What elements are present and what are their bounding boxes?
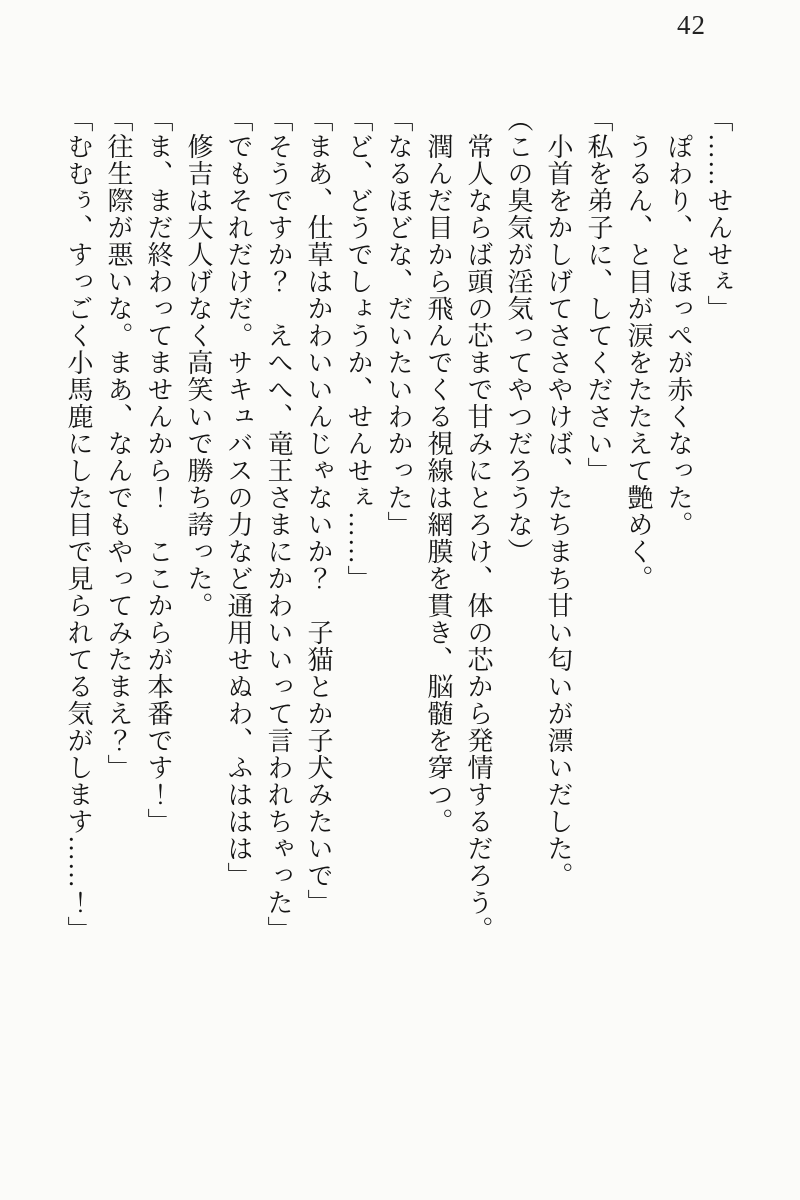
text-line: 潤んだ目から飛んでくる視線は網膜を貫き、脳髄を穿つ。 (424, 133, 453, 835)
text-line: 「なるほどな、だいたいわかった」 (384, 106, 413, 538)
text-line: 「私を弟子に、してください」 (584, 106, 613, 484)
text-line: 「そうですか？ えへへ、竜王さまにかわいいって言われちゃった」 (264, 106, 293, 943)
text-line: ぽわり、とほっぺが赤くなった。 (664, 133, 693, 538)
text-line: 「まあ、仕草はかわいいんじゃないか？ 子猫とか子犬みたいで」 (304, 106, 333, 916)
text-block (58, 106, 738, 954)
text-line: 「ど、どうでしょうか、せんせぇ……」 (344, 106, 373, 592)
text-line: 修吉は大人げなく高笑いで勝ち誇った。 (184, 133, 213, 619)
text-line: 「むむぅ、すっごく小馬鹿にした目で見られてる気がします……！」 (64, 106, 93, 943)
text-line: 小首をかしげてささやけば、たちまち甘い匂いが漂いだした。 (544, 133, 573, 889)
page-number: 42 (677, 10, 706, 40)
text-line: うるん、と目が涙をたたえて艶めく。 (624, 133, 653, 592)
text-line: （この臭気が淫気ってやつだろうな） (504, 106, 533, 565)
text-line: 「ま、まだ終わってませんから！ ここからが本番です！」 (144, 106, 173, 835)
text-line: 「往生際が悪いな。まあ、なんでもやってみたまえ？」 (104, 106, 133, 781)
text-line: 常人ならば頭の芯まで甘みにとろけ、体の芯から発情するだろう。 (464, 133, 493, 943)
text-line: 「……せんせぇ」 (704, 106, 733, 322)
text-line: 「でもそれだけだ。サキュバスの力など通用せぬわ、ふははは」 (224, 106, 253, 889)
